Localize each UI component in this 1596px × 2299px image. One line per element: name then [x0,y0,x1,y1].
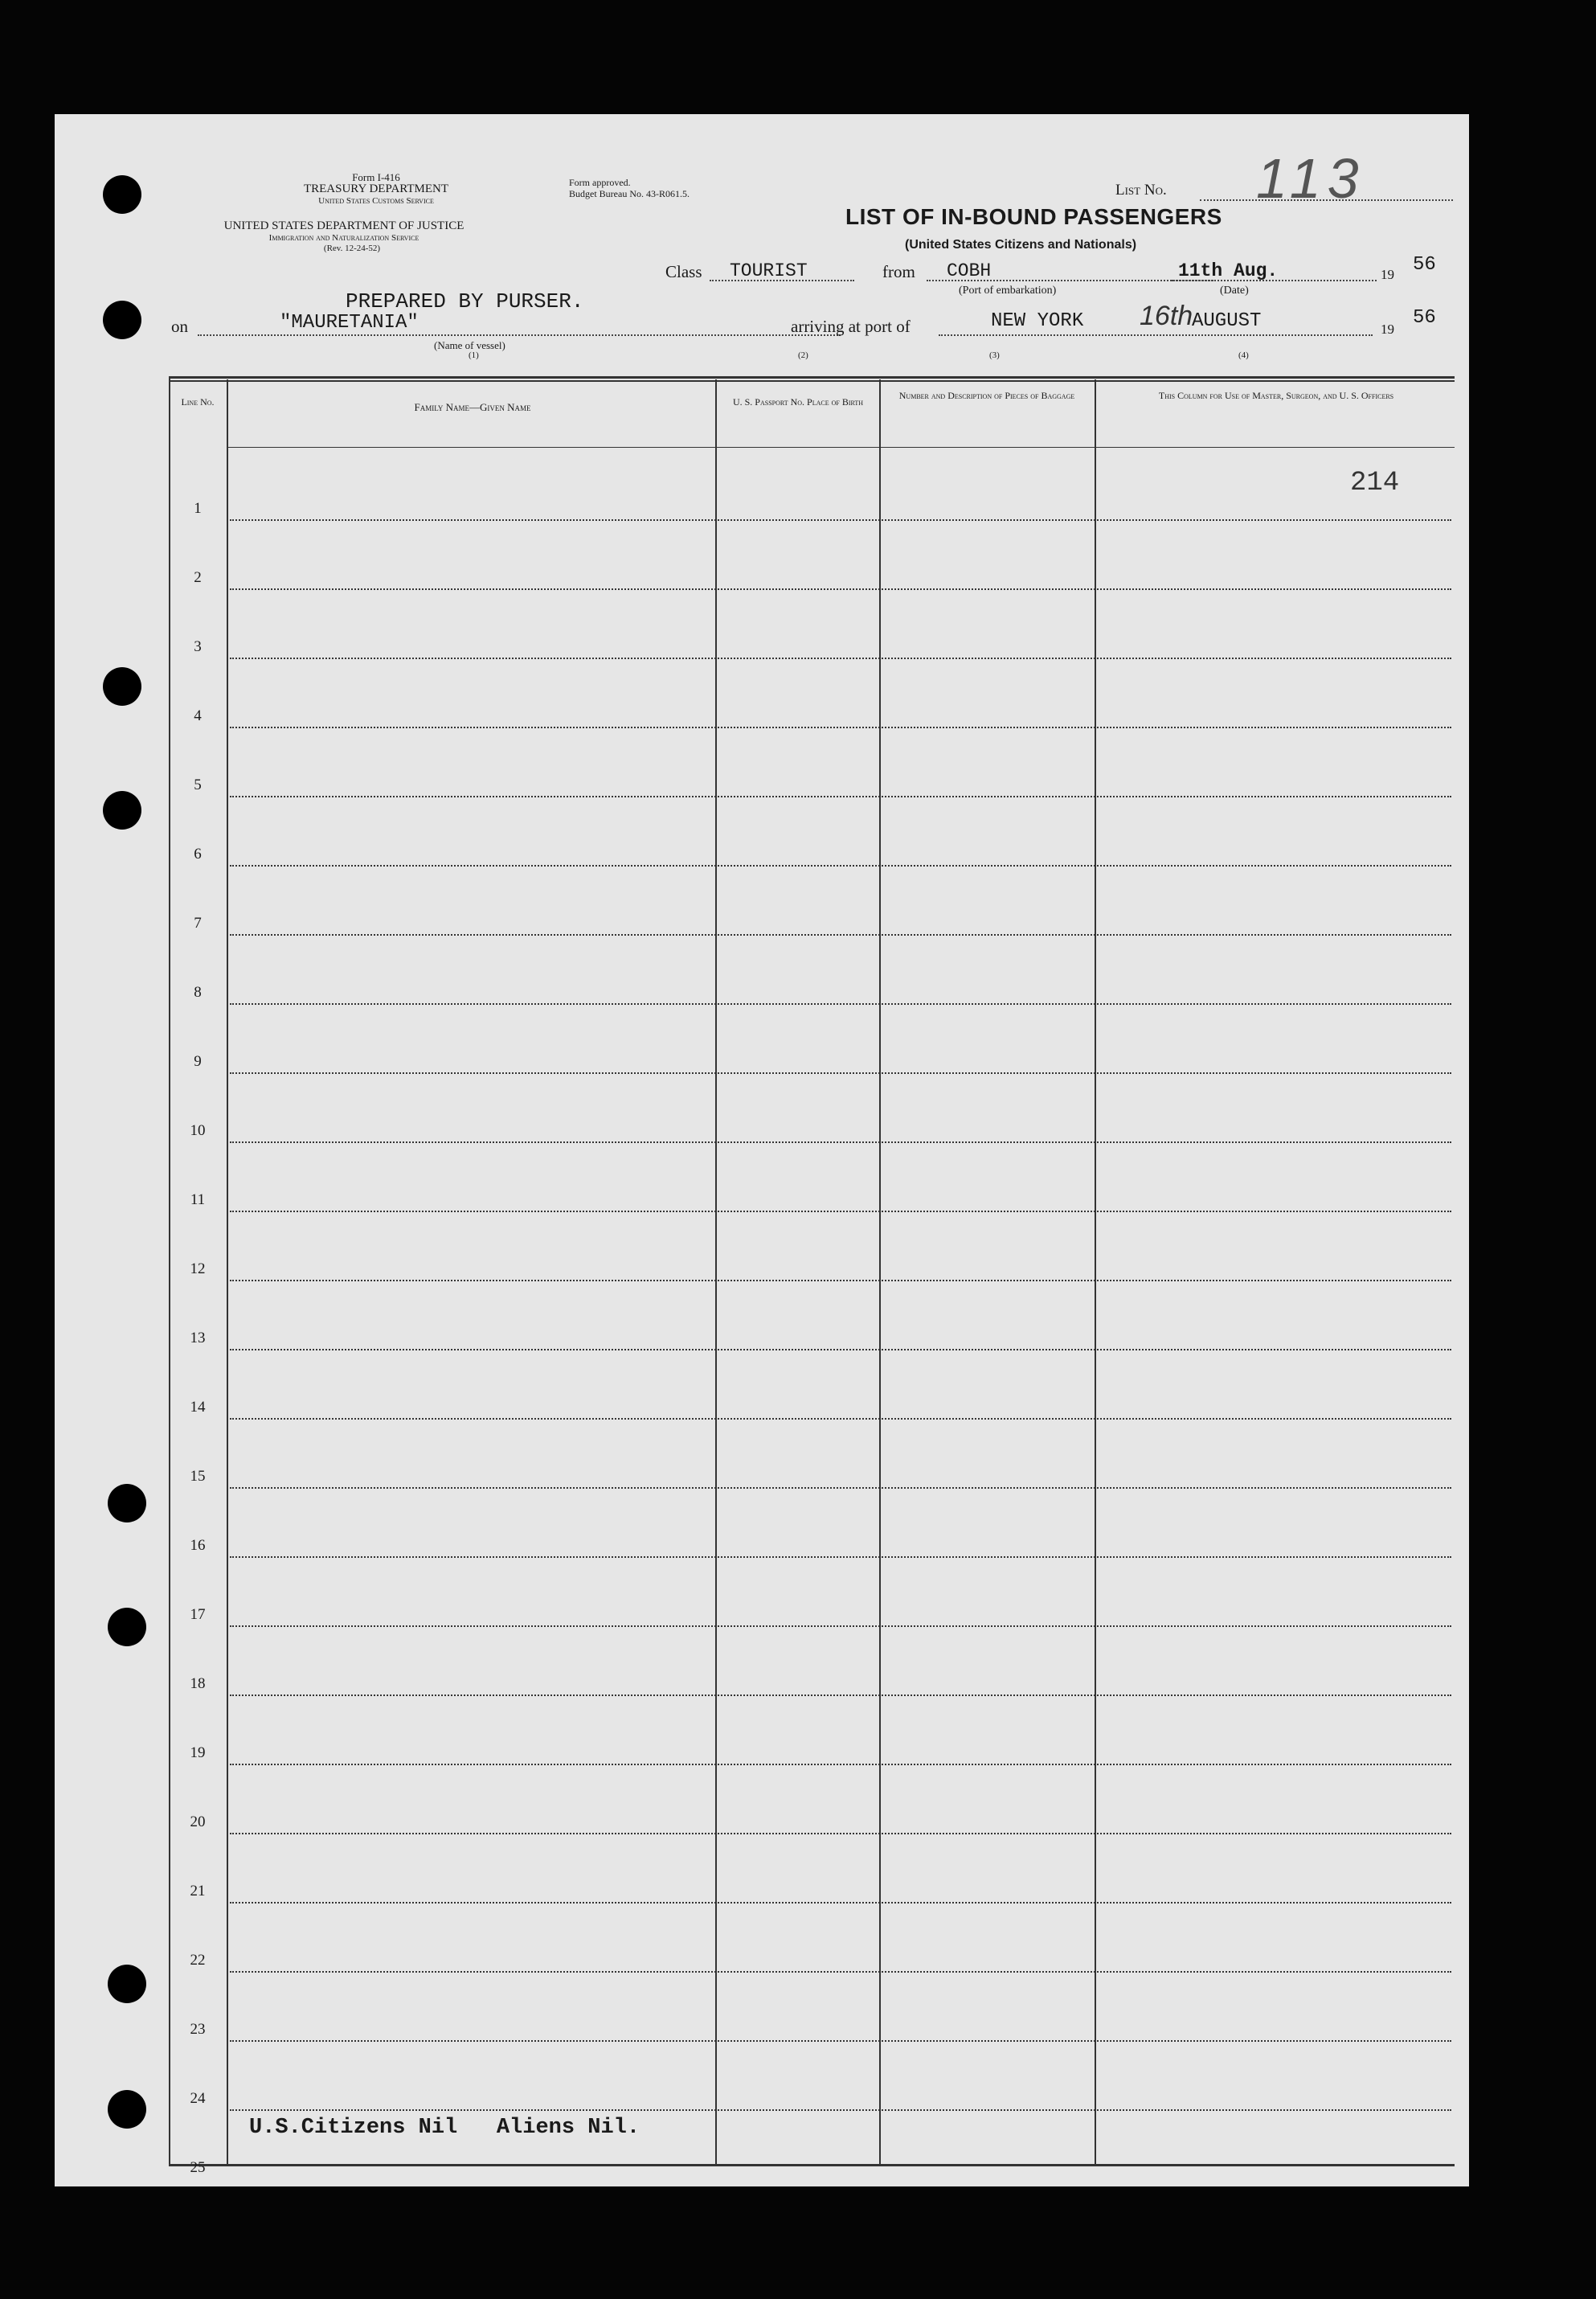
row-number: 18 [190,1675,206,1692]
binder-hole [108,2090,146,2129]
row-rule [230,1349,1451,1350]
arrival-year-prefix: 19 [1381,322,1394,337]
row-number: 21 [190,1883,206,1899]
arrival-day: 16th [1140,301,1193,331]
customs-service: United States Customs Service [318,196,434,206]
row-rule [230,796,1451,797]
row-number: 22 [190,1952,206,1969]
row-rule [230,1141,1451,1143]
row-number: 11 [190,1191,206,1208]
row-rule [230,2040,1451,2042]
binder-hole [103,791,141,830]
from-label: from [882,262,915,281]
row-rule [230,1971,1451,1973]
row-number: 17 [190,1606,206,1623]
table-top-border-2 [169,380,1455,382]
arrival-port: NEW YORK [991,310,1084,332]
row-rule [230,1556,1451,1558]
table-bottom-border [169,2164,1455,2166]
binder-hole [108,1608,146,1646]
form-number: Form I-416 [352,171,400,183]
row-number: 4 [194,707,202,724]
row-number: 14 [190,1399,206,1416]
form-approved: Form approved. [569,177,631,188]
row-number: 13 [190,1330,206,1346]
row-number: 8 [194,984,202,1001]
page-title: LIST OF IN-BOUND PASSENGERS [845,204,1222,229]
arriving-label: arriving at port of [791,317,911,336]
binder-hole [103,667,141,706]
col-header-name: Family Name—Given Name [414,401,531,413]
arrival-month: AUGUST [1192,310,1262,332]
row-number: 23 [190,2021,206,2038]
col-border-left [169,376,170,2165]
officer-annotation: 214 [1350,468,1400,498]
row-rule [230,1003,1451,1005]
row-rule [230,519,1451,521]
row-number: 19 [190,1744,206,1761]
row-rule [230,588,1451,590]
caption-2: (2) [798,350,808,360]
page-subtitle: (United States Citizens and Nationals) [905,238,1137,252]
binder-hole [103,175,141,214]
row-rule [230,1072,1451,1074]
header-underline [227,447,1455,448]
col-border-passport [879,379,881,2164]
col-header-passport: U. S. Passport No. Place of Birth [732,396,864,408]
row-number: 20 [190,1813,206,1830]
list-no-label: List No. [1115,182,1167,199]
caption-1: (1) [469,350,479,360]
ins-service: Immigration and Naturalization Service [268,233,419,243]
budget-bureau: Budget Bureau No. 43-R061.5. [569,188,690,199]
row-rule [230,1625,1451,1627]
row-number: 6 [194,846,202,863]
row-number: 25 [190,2159,206,2176]
row-number: 10 [190,1122,206,1139]
row-rule [230,1487,1451,1489]
row-rule [230,727,1451,728]
col-header-line-no: Line No. [181,396,215,408]
department-of-justice: UNITED STATES DEPARTMENT OF JUSTICE [223,219,464,232]
row-rule [230,2109,1451,2111]
row-rule [230,658,1451,659]
vessel-caption: (Name of vessel) [434,339,505,351]
row-rule [230,1418,1451,1420]
revision-date: (Rev. 12-24-52) [323,244,381,253]
row-rule [230,934,1451,936]
arrival-year: 56 [1413,307,1436,329]
from-value: COBH [947,260,992,281]
binder-hole [108,1965,146,2003]
col-border-line [227,379,228,2164]
row-rule [230,1211,1451,1212]
date-value: 11th Aug. [1178,260,1279,281]
col-header-baggage: Number and Description of Pieces of Baggage [898,390,1075,401]
row-number: 15 [190,1468,206,1485]
date-caption: (Date) [1220,285,1249,297]
row-number: 2 [194,569,202,586]
vessel-name: "MAURETANIA" [280,312,419,334]
row-number: 1 [194,500,202,517]
list-no-handwritten: 113 [1256,147,1365,210]
port-embarkation-caption: (Port of embarkation) [959,285,1057,297]
treasury-department: TREASURY DEPARTMENT [303,182,449,195]
row-rule [230,1280,1451,1281]
binder-hole [103,301,141,339]
col-border-name [715,379,717,2164]
caption-3: (3) [989,350,1000,360]
row-number: 5 [194,777,202,793]
row-number: 16 [190,1537,206,1554]
year-prefix: 19 [1381,267,1394,282]
binder-hole [108,1484,146,1522]
class-label: Class [665,262,702,281]
row-rule [230,1902,1451,1904]
on-label: on [171,317,188,336]
row-number: 24 [190,2090,206,2107]
row-rule [230,1833,1451,1834]
table-top-border [169,376,1455,379]
caption-4: (4) [1238,350,1249,360]
class-value: TOURIST [730,260,808,281]
row-number: 12 [190,1260,206,1277]
col-border-baggage [1095,379,1096,2164]
date-line [1172,280,1377,281]
row-rule [230,865,1451,867]
row-rule [230,1764,1451,1765]
row-number: 9 [194,1053,202,1070]
prepared-by: PREPARED BY PURSER. [346,289,584,314]
arrival-line [939,334,1373,336]
row-number: 7 [194,915,202,932]
row-rule [230,1695,1451,1696]
row-number: 3 [194,638,202,655]
manifest-page [55,114,1469,2186]
footer-summary: U.S.Citizens Nil Aliens Nil. [249,2116,640,2140]
col-header-officers: This Column for Use of Master, Surgeon, and U. S. Officers [1158,390,1394,401]
vessel-line [198,334,841,336]
year-value: 56 [1413,254,1436,276]
